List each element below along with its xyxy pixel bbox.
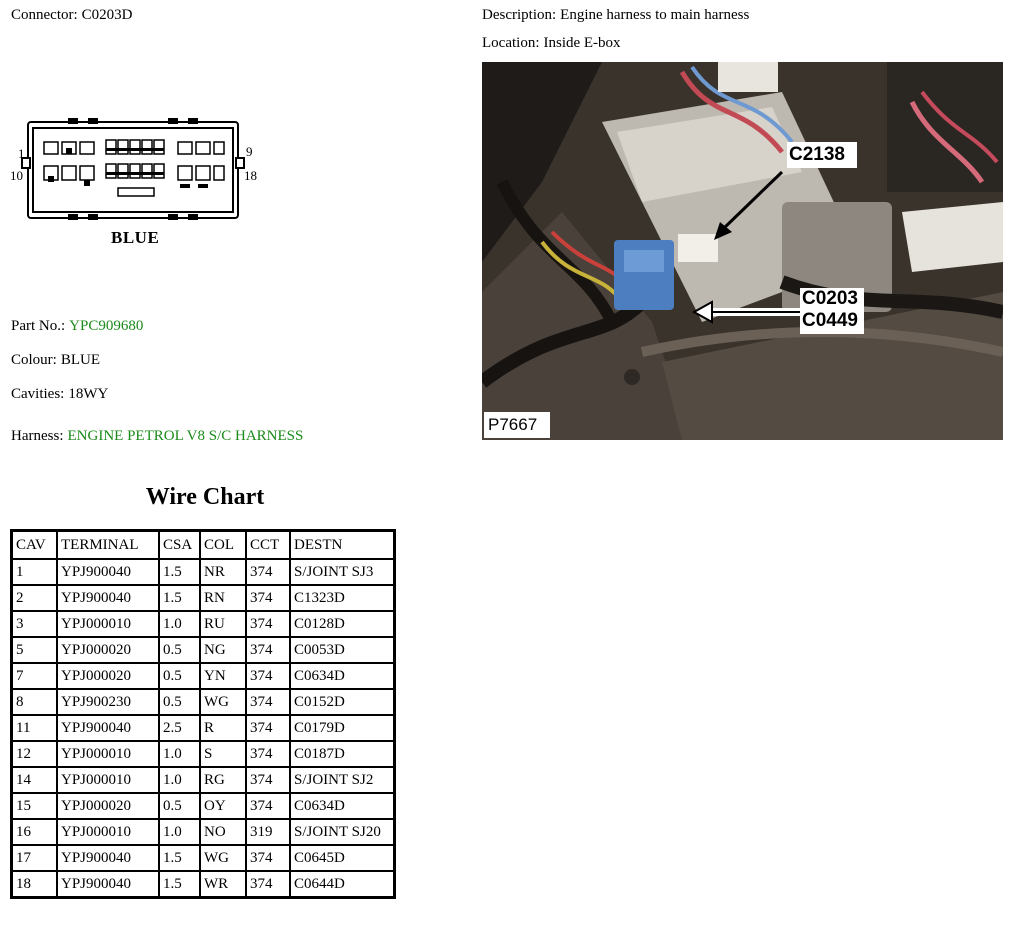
connector-value: C0203D <box>81 7 133 23</box>
cell-col: OY <box>200 793 246 819</box>
cell-destn: C0187D <box>290 741 395 767</box>
table-row <box>12 871 395 898</box>
location-value: Inside E-box <box>543 35 621 51</box>
connector-label: Connector: <box>11 7 78 23</box>
cell-terminal: YPJ000020 <box>57 663 159 689</box>
table-row <box>12 559 395 585</box>
pin-label-9: 9 <box>246 144 253 159</box>
cell-cct: 374 <box>246 767 290 793</box>
cell-cav: 2 <box>12 585 58 611</box>
cell-cav: 7 <box>12 663 58 689</box>
callout-c0449: C0449 <box>802 310 858 331</box>
table-row <box>12 715 395 741</box>
cell-col: RN <box>200 585 246 611</box>
colour-line <box>11 352 100 369</box>
cell-cct: 374 <box>246 741 290 767</box>
header-destn: DESTN <box>290 531 395 560</box>
cell-cav: 3 <box>12 611 58 637</box>
cell-cct: 374 <box>246 637 290 663</box>
cell-cav: 12 <box>12 741 58 767</box>
cell-terminal: YPJ000010 <box>57 767 159 793</box>
cell-csa: 1.0 <box>159 819 200 845</box>
cell-csa: 0.5 <box>159 793 200 819</box>
pin-label-18: 18 <box>244 168 257 183</box>
cell-col: RU <box>200 611 246 637</box>
cell-csa: 1.0 <box>159 741 200 767</box>
pin-label-1: 1 <box>18 146 25 161</box>
cell-col: S <box>200 741 246 767</box>
cell-cav: 16 <box>12 819 58 845</box>
cell-cav: 8 <box>12 689 58 715</box>
cell-col: RG <box>200 767 246 793</box>
cell-terminal: YPJ900040 <box>57 585 159 611</box>
cell-terminal: YPJ000010 <box>57 611 159 637</box>
pin-label-10: 10 <box>10 168 23 183</box>
cell-cav: 5 <box>12 637 58 663</box>
cell-csa: 0.5 <box>159 637 200 663</box>
header-terminal: TERMINAL <box>57 531 159 560</box>
harness-value[interactable]: ENGINE PETROL V8 S/C HARNESS <box>67 428 304 444</box>
cell-destn: C0645D <box>290 845 395 871</box>
cell-cct: 374 <box>246 663 290 689</box>
cell-destn: C0152D <box>290 689 395 715</box>
cell-csa: 1.5 <box>159 585 200 611</box>
wire-chart-table <box>10 529 396 899</box>
cell-terminal: YPJ900040 <box>57 559 159 585</box>
cell-terminal: YPJ900040 <box>57 871 159 898</box>
cell-cct: 374 <box>246 611 290 637</box>
table-row <box>12 819 395 845</box>
cell-csa: 0.5 <box>159 689 200 715</box>
wire-chart-body <box>12 559 395 898</box>
cell-destn: C0128D <box>290 611 395 637</box>
cell-cav: 15 <box>12 793 58 819</box>
cell-terminal: YPJ900230 <box>57 689 159 715</box>
cell-col: WR <box>200 871 246 898</box>
cell-cav: 17 <box>12 845 58 871</box>
cell-terminal: YPJ000010 <box>57 819 159 845</box>
cell-col: YN <box>200 663 246 689</box>
cell-destn: C0634D <box>290 793 395 819</box>
cell-destn: S/JOINT SJ2 <box>290 767 395 793</box>
connector-line <box>11 7 133 24</box>
cell-destn: C0053D <box>290 637 395 663</box>
part-number-line <box>11 318 143 335</box>
wire-chart-header-row <box>12 531 395 560</box>
cavities-line <box>11 386 108 403</box>
cell-csa: 0.5 <box>159 663 200 689</box>
cell-csa: 1.5 <box>159 845 200 871</box>
cell-destn: C0634D <box>290 663 395 689</box>
diagram-colour-caption: BLUE <box>111 228 160 247</box>
cell-terminal: YPJ900040 <box>57 845 159 871</box>
cell-cav: 14 <box>12 767 58 793</box>
cell-terminal: YPJ000010 <box>57 741 159 767</box>
location-photo <box>482 62 1003 440</box>
cell-cav: 11 <box>12 715 58 741</box>
cell-csa: 1.5 <box>159 871 200 898</box>
part-number-value[interactable]: YPC909680 <box>69 318 144 334</box>
cell-col: NG <box>200 637 246 663</box>
cell-csa: 2.5 <box>159 715 200 741</box>
description-label: Description: <box>482 7 557 23</box>
cell-cct: 374 <box>246 845 290 871</box>
cell-cct: 374 <box>246 559 290 585</box>
cell-cct: 319 <box>246 819 290 845</box>
table-row <box>12 793 395 819</box>
wire-chart-title: Wire Chart <box>145 484 265 510</box>
header-cct: CCT <box>246 531 290 560</box>
cell-terminal: YPJ000020 <box>57 637 159 663</box>
cell-cct: 374 <box>246 689 290 715</box>
cell-destn: C1323D <box>290 585 395 611</box>
cavities-label: Cavities: <box>11 386 65 402</box>
description-line <box>482 7 749 24</box>
colour-value: BLUE <box>60 352 101 368</box>
cell-destn: C0179D <box>290 715 395 741</box>
location-line <box>482 35 621 52</box>
cell-col: NO <box>200 819 246 845</box>
cell-cav: 1 <box>12 559 58 585</box>
cell-col: WG <box>200 845 246 871</box>
cell-terminal: YPJ900040 <box>57 715 159 741</box>
cell-csa: 1.0 <box>159 767 200 793</box>
cell-cav: 18 <box>12 871 58 898</box>
colour-label: Colour: <box>11 352 57 368</box>
cell-cct: 374 <box>246 715 290 741</box>
table-row <box>12 767 395 793</box>
callout-c0203: C0203 <box>802 288 858 309</box>
table-row <box>12 611 395 637</box>
cavities-value: 18WY <box>68 386 109 402</box>
cell-col: R <box>200 715 246 741</box>
cell-destn: C0644D <box>290 871 395 898</box>
part-number-label: Part No.: <box>11 318 66 334</box>
table-row <box>12 637 395 663</box>
cell-cct: 374 <box>246 585 290 611</box>
cell-cct: 374 <box>246 871 290 898</box>
table-row <box>12 741 395 767</box>
location-label: Location: <box>482 35 540 51</box>
header-cav: CAV <box>12 531 58 560</box>
header-col: COL <box>200 531 246 560</box>
table-row <box>12 845 395 871</box>
description-value: Engine harness to main harness <box>560 7 750 23</box>
harness-label: Harness: <box>11 428 64 444</box>
e-box-photo-illustration <box>482 62 1003 440</box>
header-csa: CSA <box>159 531 200 560</box>
table-row <box>12 663 395 689</box>
table-row <box>12 585 395 611</box>
cell-csa: 1.5 <box>159 559 200 585</box>
cell-csa: 1.0 <box>159 611 200 637</box>
photo-id: P7667 <box>488 415 538 434</box>
harness-line <box>11 428 303 445</box>
cell-terminal: YPJ000020 <box>57 793 159 819</box>
cell-cct: 374 <box>246 793 290 819</box>
cell-destn: S/JOINT SJ3 <box>290 559 395 585</box>
callout-c2138: C2138 <box>789 144 845 165</box>
table-row <box>12 689 395 715</box>
cell-col: WG <box>200 689 246 715</box>
cell-destn: S/JOINT SJ20 <box>290 819 395 845</box>
cell-col: NR <box>200 559 246 585</box>
